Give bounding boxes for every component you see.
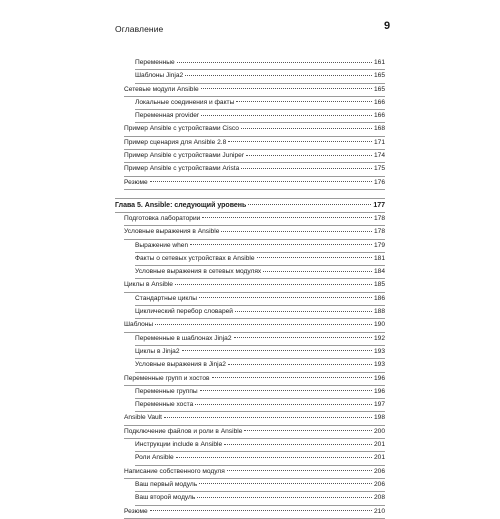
dot-leader [263, 271, 372, 272]
toc-entry[interactable] [115, 57, 385, 69]
toc-entry[interactable] [115, 373, 385, 385]
toc-entry-page: 201 [373, 454, 385, 462]
dot-leader [228, 364, 372, 365]
toc-entry-page: 196 [373, 387, 385, 395]
row-separator [124, 189, 385, 190]
toc-entry-title: Ваш первый модуль [135, 480, 198, 488]
toc-entry-title: Стандартные циклы [135, 294, 197, 302]
toc-entry[interactable] [115, 319, 385, 331]
toc-entry[interactable] [115, 70, 385, 82]
dot-leader [241, 128, 372, 129]
toc-entry-page: 196 [373, 374, 385, 382]
toc-entry[interactable] [115, 177, 385, 189]
toc-entry-title: Переменные групп и хостов [124, 374, 210, 382]
dot-leader [228, 141, 372, 142]
dot-leader [199, 297, 372, 298]
toc-entry-title: Условные выражения в сетевых модулях [135, 268, 262, 276]
toc-entry-page: 168 [373, 125, 385, 133]
section-gap [115, 190, 385, 198]
toc-entry-title: Циклы в Jinja2 [135, 347, 180, 355]
toc-entry-page: 200 [373, 427, 385, 435]
toc-entry[interactable] [115, 452, 385, 464]
toc-entry-title: Написание собственного модуля [124, 467, 225, 475]
toc-entry-page: 197 [373, 401, 385, 409]
toc-entry-title: Переменные [135, 59, 175, 66]
toc-entry-title: Подключение файлов и роли в Ansible [124, 427, 243, 435]
toc-entry[interactable] [115, 479, 385, 491]
toc-section-chapter5 [115, 213, 385, 519]
toc-entry-page: 193 [373, 347, 385, 355]
toc-entry-page: 210 [373, 507, 385, 515]
toc-entry-title: Переменные в шаблонах Jinja2 [135, 334, 232, 342]
toc-entry[interactable] [115, 492, 385, 504]
toc-entry-title: Сетевые модули Ansible [124, 85, 199, 93]
dot-leader [212, 377, 372, 378]
toc-entry-page: 165 [373, 85, 385, 93]
toc-entry-page: 208 [373, 494, 385, 502]
toc-entry-page: 175 [373, 165, 385, 173]
toc-entry-title: Переменные группы [135, 387, 198, 395]
toc-entry[interactable] [115, 359, 385, 371]
toc-entry[interactable] [115, 399, 385, 411]
toc-entry-title: Ваш второй модуль [135, 494, 196, 502]
toc-entry[interactable] [115, 97, 385, 109]
toc-entry-title: Пример сценария для Ansible 2.8 [124, 138, 227, 146]
toc-chapter-entry[interactable] [115, 199, 385, 212]
toc-entry-page: 186 [373, 294, 385, 302]
dot-leader [150, 510, 372, 511]
toc-entry-page: 178 [373, 214, 385, 222]
dot-leader [175, 284, 372, 285]
dot-leader [199, 483, 372, 484]
toc-entry-page: 206 [373, 480, 385, 488]
toc-entry-title: Циклы в Ansible [124, 281, 173, 289]
toc-entry-page: 193 [373, 361, 385, 369]
toc-entry-title: Инструкции include в Ansible [135, 441, 223, 449]
toc-entry[interactable] [115, 333, 385, 345]
toc-entry[interactable] [115, 412, 385, 424]
toc-entry[interactable] [115, 346, 385, 358]
toc-entry[interactable] [115, 253, 385, 265]
dot-leader [182, 350, 372, 351]
toc-entry-title: Шаблоны Jinja2 [135, 72, 184, 80]
toc-entry[interactable] [115, 84, 385, 96]
toc-entry-page: 190 [373, 321, 385, 329]
dot-leader [177, 62, 372, 63]
toc-entry-page: 176 [373, 178, 385, 186]
toc-entry-title: Условные выражения в Ansible [124, 228, 220, 236]
toc-entry-page: 206 [373, 467, 385, 475]
toc-entry-title: Резюме [124, 178, 148, 186]
toc-entry[interactable] [115, 306, 385, 318]
toc-entry[interactable] [115, 213, 385, 225]
toc-entry[interactable] [115, 506, 385, 518]
dot-leader [150, 181, 372, 182]
toc-entry-title: Переменные хоста [135, 401, 194, 409]
toc-entry-page: 166 [373, 98, 385, 106]
toc-entry-page: 181 [373, 254, 385, 262]
toc-entry[interactable] [115, 293, 385, 305]
dot-leader [185, 75, 372, 76]
dot-leader [227, 470, 372, 471]
dot-leader [202, 217, 372, 218]
toc-entry[interactable] [115, 466, 385, 478]
dot-leader [201, 88, 372, 89]
dot-leader [197, 497, 372, 498]
toc-entry-title: Ansible Vault [124, 414, 162, 422]
toc-entry-page: 201 [373, 441, 385, 449]
dot-leader [224, 444, 372, 445]
toc-entry-title: Подготовка лаборатории [124, 214, 201, 222]
dot-leader [246, 155, 372, 156]
toc-entry-title: Пример Ansible с устройствами Cisco [124, 125, 239, 133]
dot-leader [241, 168, 372, 169]
toc-entry[interactable] [115, 266, 385, 278]
toc-entry-page: 171 [373, 138, 385, 146]
dot-leader [235, 311, 372, 312]
dot-leader [195, 404, 372, 405]
toc-entry-page: 166 [373, 112, 385, 120]
dot-leader [155, 324, 372, 325]
dot-leader [248, 204, 371, 205]
toc-entry-page: 192 [373, 334, 385, 342]
toc-chapter-page: 177 [373, 201, 385, 209]
toc-chapter-title: Глава 5. Ansible: следующий уровень [115, 201, 247, 209]
toc-entry[interactable] [115, 226, 385, 238]
dot-leader [221, 231, 372, 232]
toc-section-continued [115, 57, 385, 190]
toc-entry-page: 161 [373, 59, 385, 66]
toc-entry[interactable] [115, 163, 385, 175]
dot-leader [234, 337, 372, 338]
dot-leader [257, 257, 372, 258]
toc-entry[interactable] [115, 279, 385, 291]
toc-entry-title: Локальные соединения и факты [135, 98, 235, 106]
toc-entry-page: 174 [373, 152, 385, 160]
toc-entry-page: 198 [373, 414, 385, 422]
toc-entry[interactable] [115, 439, 385, 451]
dot-leader [244, 430, 372, 431]
toc-entry-title: Пример Ansible с устройствами Arista [124, 165, 240, 173]
running-header-title: Оглавление [115, 24, 164, 34]
toc-entry[interactable] [115, 150, 385, 162]
toc-entry-page: 185 [373, 281, 385, 289]
toc-entry-title: Переменная provider [135, 112, 200, 120]
toc-entry-title: Выражение when [135, 241, 189, 249]
toc-entry-title: Условные выражения в Jinja2 [135, 361, 226, 369]
dot-leader [236, 101, 372, 102]
toc-entry-title: Пример Ansible с устройствами Juniper [124, 152, 245, 160]
toc-entry[interactable] [115, 386, 385, 398]
toc-entry-page: 188 [373, 308, 385, 316]
toc-entry-page: 178 [373, 228, 385, 236]
toc-entry-page: 165 [373, 72, 385, 80]
toc-entry[interactable] [115, 110, 385, 122]
toc-entry-page: 184 [373, 268, 385, 276]
dot-leader [164, 417, 372, 418]
dot-leader [201, 115, 372, 116]
dot-leader [200, 390, 372, 391]
toc-entry-title: Факты о сетевых устройствах в Ansible [135, 254, 255, 262]
dot-leader [190, 244, 372, 245]
toc-entry[interactable] [115, 123, 385, 135]
toc-entry-title: Роли Ansible [135, 454, 174, 462]
toc-entry-title: Циклический перебор словарей [135, 308, 233, 316]
toc-entry[interactable] [115, 240, 385, 252]
table-of-contents [115, 57, 385, 519]
toc-entry[interactable] [115, 137, 385, 149]
toc-entry[interactable] [115, 426, 385, 438]
toc-entry-title: Резюме [124, 507, 148, 515]
toc-entry-title: Шаблоны [124, 321, 154, 329]
dot-leader [176, 457, 372, 458]
page-number: 9 [384, 20, 391, 32]
toc-entry-page: 179 [373, 241, 385, 249]
